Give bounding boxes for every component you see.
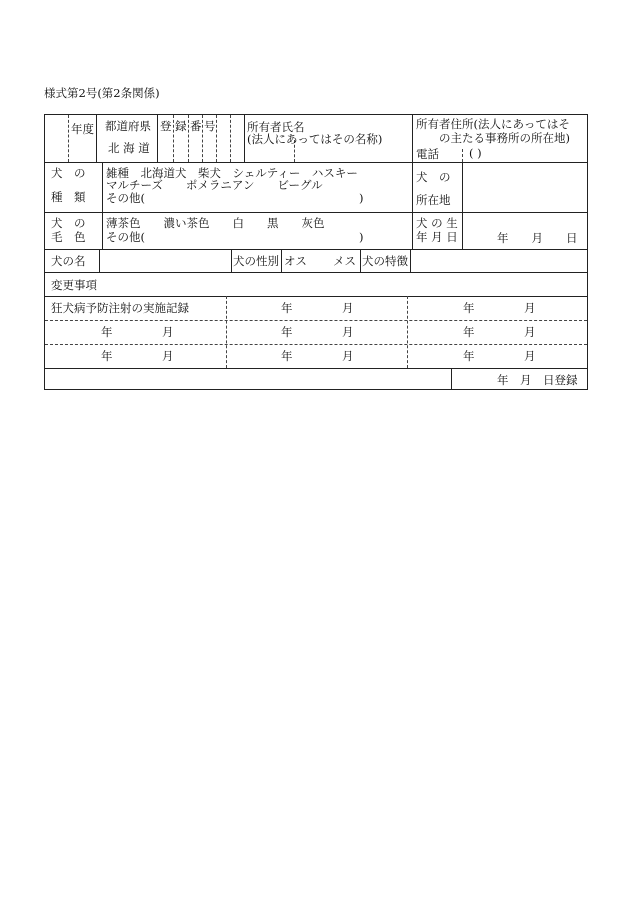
col-divider-dashed [407,296,408,368]
changes-label: 変更事項 [51,278,97,292]
coat-label-top: 犬 の [51,216,86,230]
owner-address-note: の主たる事務所の所在地) [439,131,570,145]
rabies-year: 年 [463,301,475,315]
owner-name-note: (法人にあってはその名称) [247,132,383,146]
registration-form [44,114,588,390]
owner-address-label: 所有者住所(法人にあってはそ [416,117,570,131]
rabies-year: 年 [101,349,113,363]
female-option: メス [333,254,356,268]
rabies-month: 月 [524,301,536,315]
rabies-year: 年 [463,349,475,363]
rabies-year: 年 [101,325,113,339]
col-divider [281,249,282,272]
col-divider-dashed [230,115,231,162]
col-divider-dashed [226,296,227,368]
phone-paren: ( ) [469,146,482,160]
col-divider [451,368,452,390]
row-divider [45,272,587,273]
col-divider [410,249,411,272]
row-divider [45,162,587,163]
coat-label-bottom: 毛 色 [51,230,86,244]
col-divider [99,249,100,272]
col-divider [157,115,158,162]
coat-other-close: ) [359,230,364,244]
col-divider-dashed [173,115,174,162]
rabies-month: 月 [162,325,174,339]
breed-options-line-2: マルチーズ ポメラニアン ビーグル [106,178,323,192]
breed-options-line-1: 雑種 北海道犬 柴犬 シェルティー ハスキー [106,166,358,180]
col-divider [96,115,97,162]
registration-char-2: 録 [175,119,187,133]
phone-label: 電話 [416,147,439,161]
rabies-month: 月 [342,301,354,315]
registration-char-3: 番 [190,119,202,133]
registration-char-1: 登 [160,119,172,133]
col-divider-dashed [216,115,217,162]
rabies-month: 月 [524,349,536,363]
form-title: 様式第2号(第2条関係) [44,86,160,100]
col-divider [412,115,413,162]
col-divider [360,249,361,272]
dog-location-label-bottom: 所在地 [416,193,451,207]
rabies-month: 月 [524,325,536,339]
year-label: 年度 [71,122,94,136]
col-divider-dashed [188,115,189,162]
col-divider-dashed [202,115,203,162]
breed-other-close: ) [359,191,364,205]
rabies-year: 年 [281,349,293,363]
breed-other: その他( [106,191,145,205]
prefecture-value: 北 海 道 [108,141,150,155]
dog-name-label: 犬の名 [51,254,86,268]
coat-options: 薄茶色 濃い茶色 白 黒 灰色 [106,216,325,230]
birth-date-label-bottom: 年 月 日 [416,230,458,244]
dog-sex-label: 犬の性別 [233,254,279,268]
rabies-year: 年 [281,325,293,339]
dog-feature-label: 犬の特徴 [362,254,408,268]
rabies-month: 月 [162,349,174,363]
col-divider [244,115,245,162]
row-divider [45,368,587,369]
rabies-year: 年 [463,325,475,339]
coat-other: その他( [106,230,145,244]
birth-date-value: 年 月 日 [497,231,578,245]
col-divider [412,162,413,249]
row-divider-dashed [45,344,587,345]
row-divider [45,212,587,213]
male-option: オス [284,254,307,268]
breed-label-bottom: 種 類 [51,190,86,204]
registration-char-4: 号 [204,119,216,133]
registration-date: 年 月 日登録 [497,373,578,387]
row-divider-dashed [45,320,587,321]
rabies-record-label: 狂犬病予防注射の実施記録 [51,301,189,315]
col-divider-dashed [462,149,463,162]
rabies-year: 年 [281,301,293,315]
col-divider [231,249,232,272]
prefecture-label: 都道府県 [105,119,151,133]
row-divider [45,249,587,250]
col-divider-dashed [68,115,69,162]
breed-label-top: 犬 の [51,166,86,180]
col-divider [462,162,463,249]
col-divider [102,162,103,249]
owner-name-label: 所有者氏名 [247,120,305,134]
row-divider [45,296,587,297]
rabies-month: 月 [342,325,354,339]
birth-date-label-top: 犬 の 生 [416,216,458,230]
dog-location-label-top: 犬 の [416,170,451,184]
rabies-month: 月 [342,349,354,363]
